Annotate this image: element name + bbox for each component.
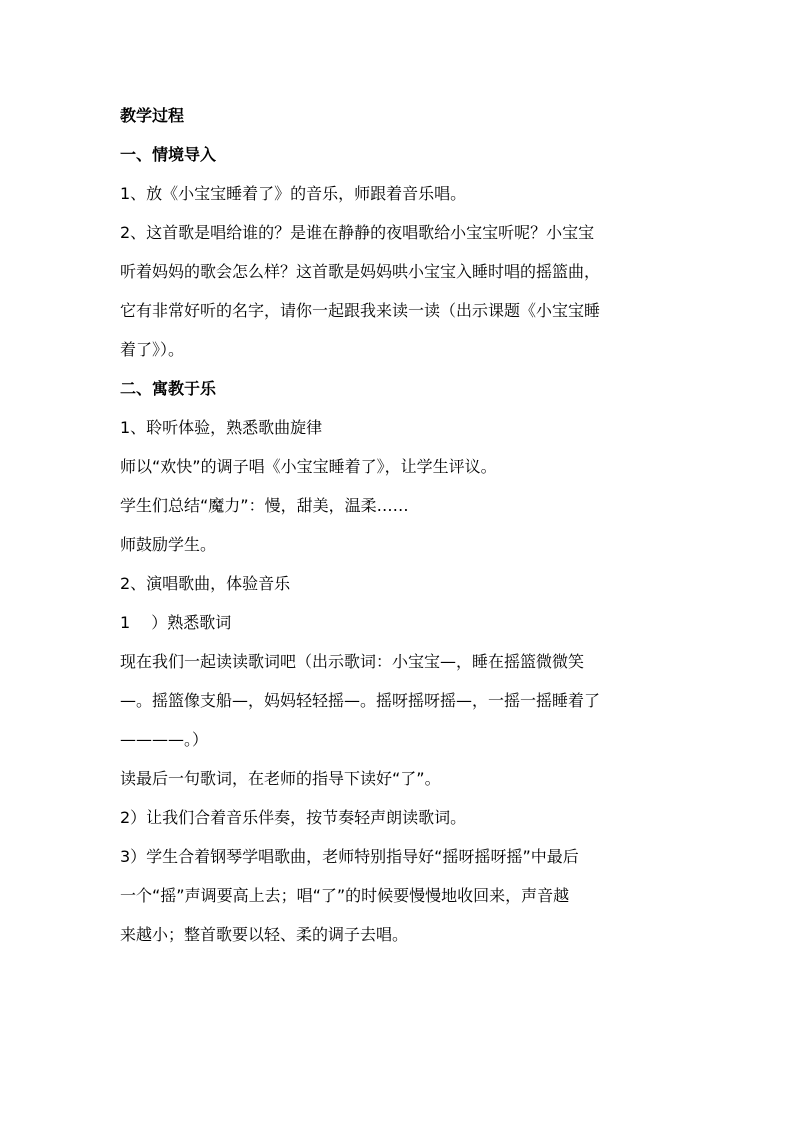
paragraph: 1、放《小宝宝睡着了》的音乐，师跟着音乐唱。 — [120, 184, 467, 203]
document-title: 教学过程 — [120, 106, 185, 125]
paragraph: 学生们总结“魔力”：慢，甜美，温柔…… — [120, 496, 409, 515]
paragraph-line: 听着妈妈的歌会怎么样？这首歌是妈妈哄小宝宝入睡时唱的摇篮曲， — [120, 262, 601, 281]
paragraph-line: 一个“摇”声调要高上去；唱“了”的时候要慢慢地收回来，声音越 — [120, 886, 570, 905]
paragraph: 1 ）熟悉歌词 — [120, 613, 232, 632]
section-heading-intro: 一、情境导入 — [120, 145, 217, 164]
paragraph: 2）让我们合着音乐伴奏，按节奏轻声朗读歌词。 — [120, 808, 467, 827]
section-heading-teaching: 二、寓教于乐 — [120, 379, 217, 398]
paragraph: 1、聆听体验，熟悉歌曲旋律 — [120, 418, 323, 437]
paragraph — [120, 217, 680, 366]
paragraph: 师鼓励学生。 — [120, 535, 217, 554]
document-page — [120, 100, 680, 951]
paragraph: 2、演唱歌曲，体验音乐 — [120, 574, 291, 593]
paragraph-line: —。摇篮像支船—，妈妈轻轻摇—。摇呀摇呀摇—，一摇一摇睡着了 — [120, 691, 601, 710]
paragraph-line: 它有非常好听的名字，请你一起跟我来读一读（出示课题《小宝宝睡 — [120, 301, 601, 320]
paragraph: 读最后一句歌词，在老师的指导下读好“了”。 — [120, 769, 441, 788]
paragraph-line: 现在我们一起读读歌词吧（出示歌词：小宝宝—，睡在摇篮微微笑 — [120, 652, 585, 671]
paragraph-line: ————。） — [120, 730, 209, 749]
paragraph — [120, 646, 680, 756]
paragraph-line: 来越小；整首歌要以轻、柔的调子去唱。 — [120, 925, 409, 944]
paragraph-line: 3）学生合着钢琴学唱歌曲，老师特别指导好“摇呀摇呀摇”中最后 — [120, 847, 579, 866]
paragraph: 师以“欢快”的调子唱《小宝宝睡着了》，让学生评议。 — [120, 457, 497, 476]
paragraph-line: 着了》）。 — [120, 340, 185, 359]
paragraph — [120, 841, 680, 951]
paragraph-line: 2、这首歌是唱给谁的？是谁在静静的夜唱歌给小宝宝听呢？小宝宝 — [120, 223, 595, 242]
